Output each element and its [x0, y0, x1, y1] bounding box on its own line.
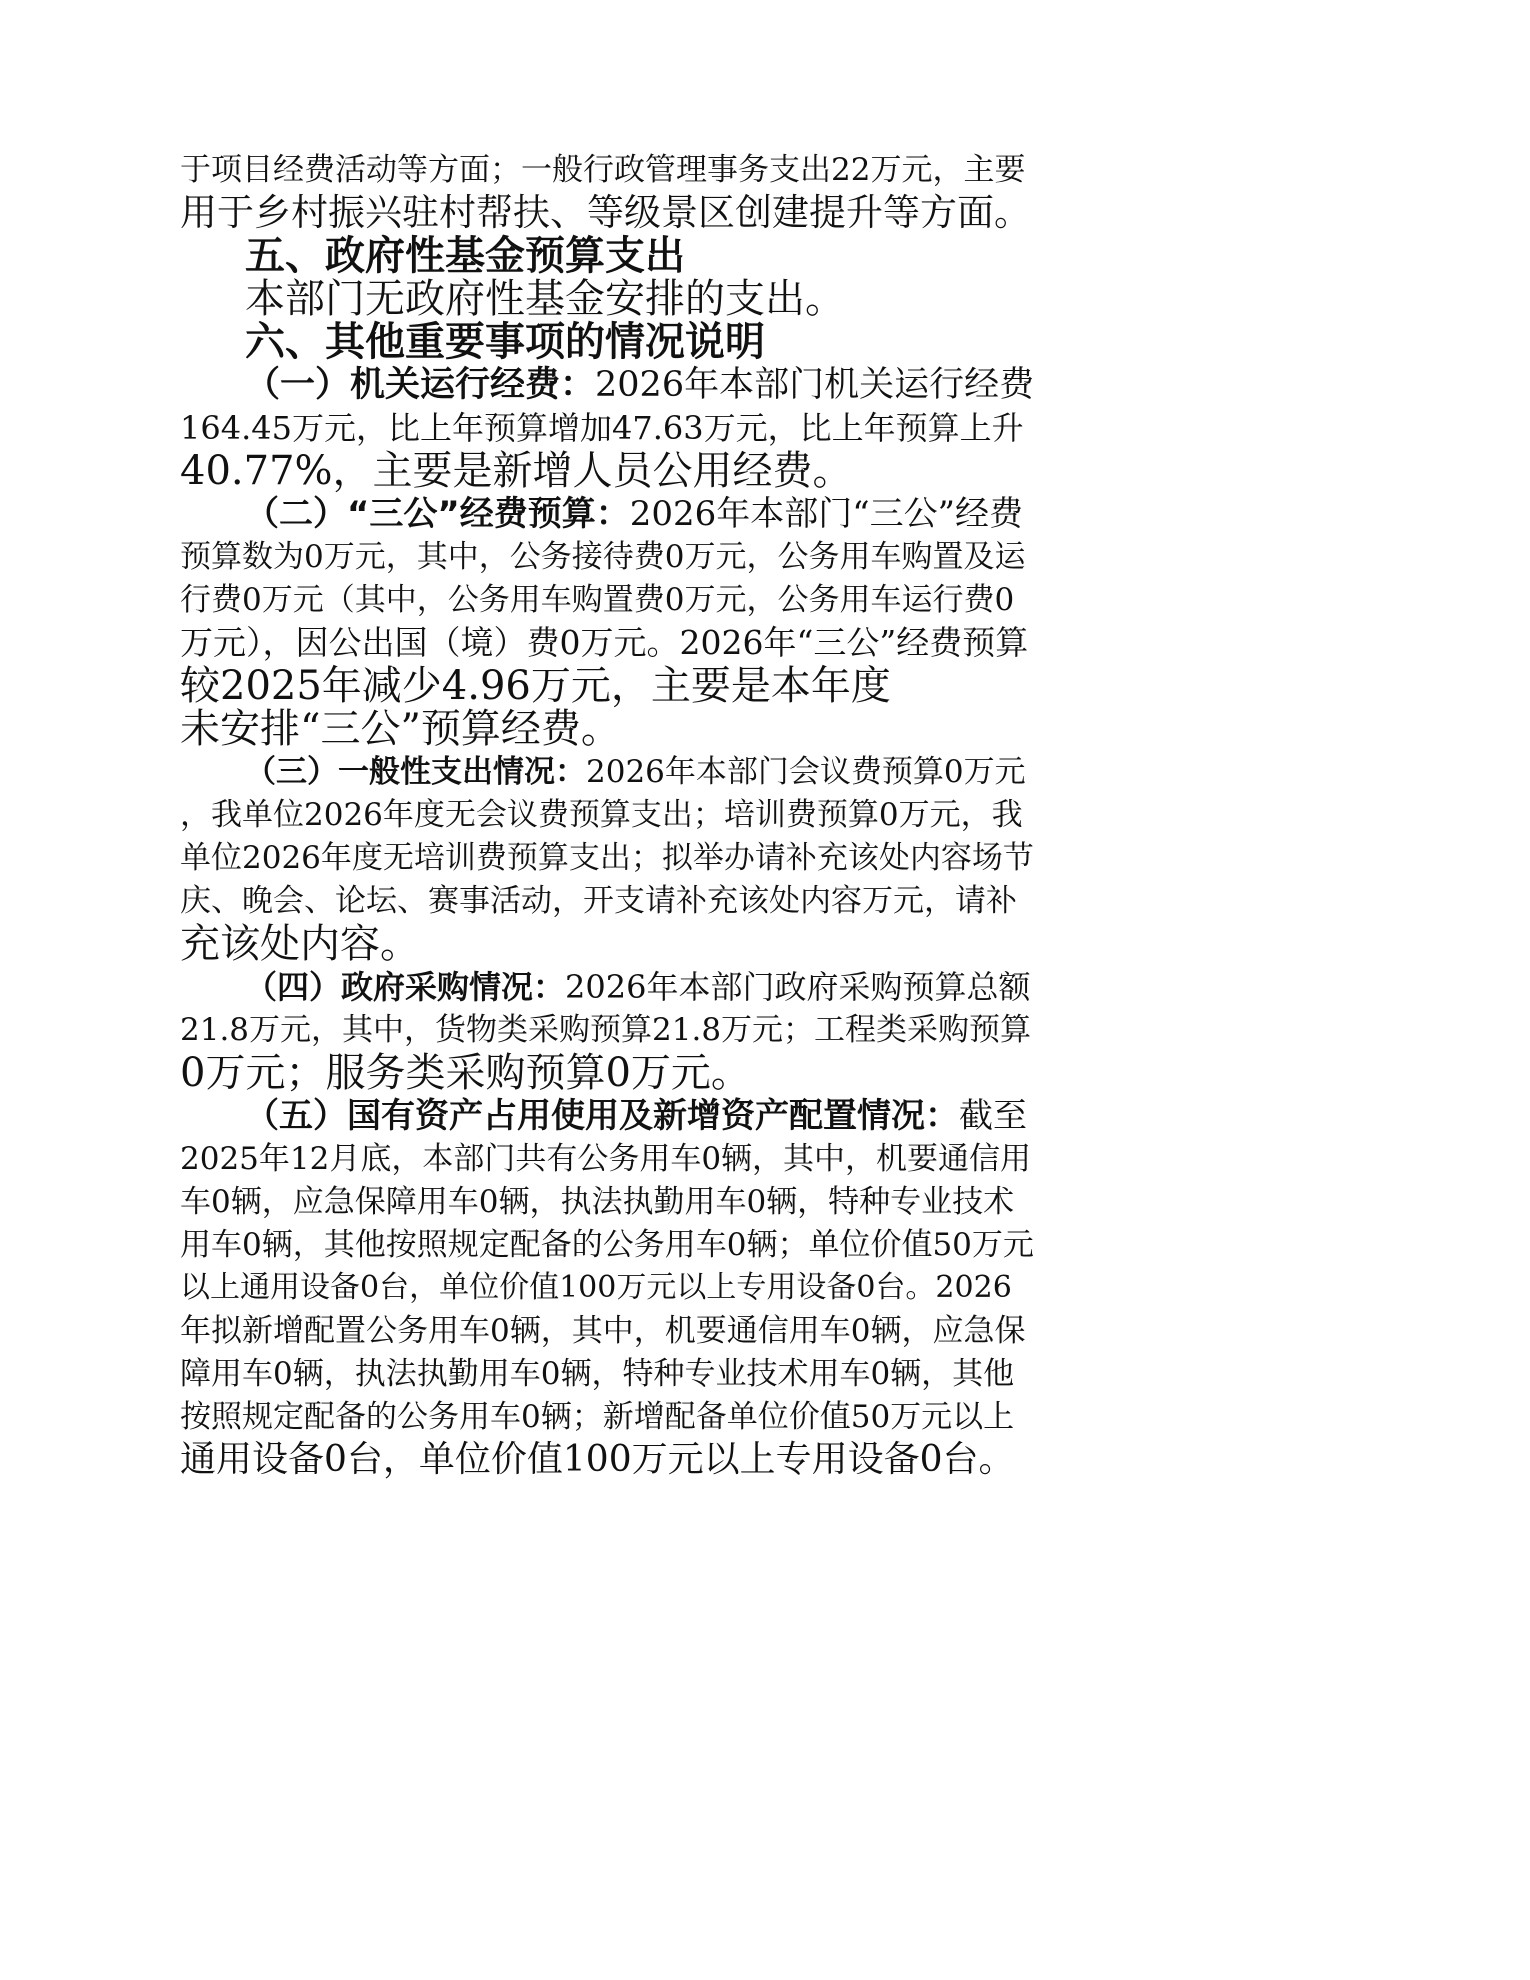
subsection-heading: （四）政府采购情况：	[245, 968, 566, 1006]
body-text: 2026年本部门机关运行经费	[595, 365, 1035, 405]
body-text-line: 行费0万元（其中，公务用车购置费0万元，公务用车运行费0	[180, 582, 1015, 618]
body-text-line: 21.8万元，其中，货物类采购预算21.8万元；工程类采购预算	[180, 1012, 1032, 1048]
body-text-line: 万元），因公出国（境）费0万元。2026年“三公”经费预算	[180, 623, 1029, 662]
body-text-line: 预算数为0万元，其中，公务接待费0万元，公务用车购置及运	[180, 539, 1026, 575]
body-text: 2026年本部门“三公”经费	[629, 494, 1023, 534]
body-text-line: 0万元；服务类采购预算0万元。	[180, 1050, 751, 1096]
body-text-line: 车0辆，应急保障用车0辆，执法执勤用车0辆，特种专业技术	[180, 1184, 1015, 1220]
body-text: 截至	[959, 1096, 1027, 1136]
body-text-line: 按照规定配备的公务用车0辆；新增配备单位价值50万元以上	[180, 1399, 1015, 1435]
body-text-line: 本部门无政府性基金安排的支出。	[245, 276, 845, 322]
body-text-line: 以上通用设备0台，单位价值100万元以上专用设备0台。2026	[180, 1270, 1012, 1305]
body-text-line: 164.45万元，比上年预算增加47.63万元，比上年预算上升	[180, 409, 1024, 447]
body-text: 2026年本部门会议费预算0万元	[586, 754, 1026, 790]
body-text-line: 通用设备0台，单位价值100万元以上专用设备0台。	[180, 1439, 1015, 1480]
subsection-heading: （五）国有资产占用使用及新增资产配置情况：	[245, 1096, 959, 1136]
body-text-line: 较2025年减少4.96万元，主要是本年度	[180, 663, 891, 709]
body-text-line: 年拟新增配置公务用车0辆，其中，机要通信用车0辆，应急保	[180, 1313, 1026, 1349]
body-text-line: 用车0辆，其他按照规定配备的公务用车0辆；单位价值50万元	[180, 1227, 1034, 1263]
section-heading: 六、其他重要事项的情况说明	[245, 319, 765, 365]
body-text-line: 2025年12月底，本部门共有公务用车0辆，其中，机要通信用	[180, 1141, 1032, 1177]
body-text-line: 障用车0辆，执法执勤用车0辆，特种专业技术用车0辆，其他	[180, 1356, 1015, 1392]
body-text-line: 于项目经费活动等方面；一般行政管理事务支出22万元，主要	[180, 152, 1026, 188]
section-heading: 五、政府性基金预算支出	[245, 233, 685, 279]
body-text-line: 单位2026年度无培训费预算支出；拟举办请补充该处内容场节	[180, 840, 1034, 876]
body-text-line: 未安排“三公”预算经费。	[180, 706, 621, 752]
body-text-line: 庆、晚会、论坛、赛事活动，开支请补充该处内容万元，请补	[180, 883, 1017, 919]
subsection-heading: （三）一般性支出情况：	[245, 754, 586, 790]
subsection-heading: （二）“三公”经费预算：	[245, 494, 630, 534]
body-text-line: ，我单位2026年度无会议费预算支出；培训费预算0万元，我	[180, 797, 1023, 833]
body-text-line: 充该处内容。	[180, 921, 420, 967]
subsection-heading: （一）机关运行经费：	[245, 365, 596, 405]
body-text-line: 用于乡村振兴驻村帮扶、等级景区创建提升等方面。	[180, 191, 1031, 234]
body-text: 2026年本部门政府采购预算总额	[565, 968, 1031, 1006]
body-text-line: 40.77%，主要是新增人员公用经费。	[180, 448, 853, 494]
